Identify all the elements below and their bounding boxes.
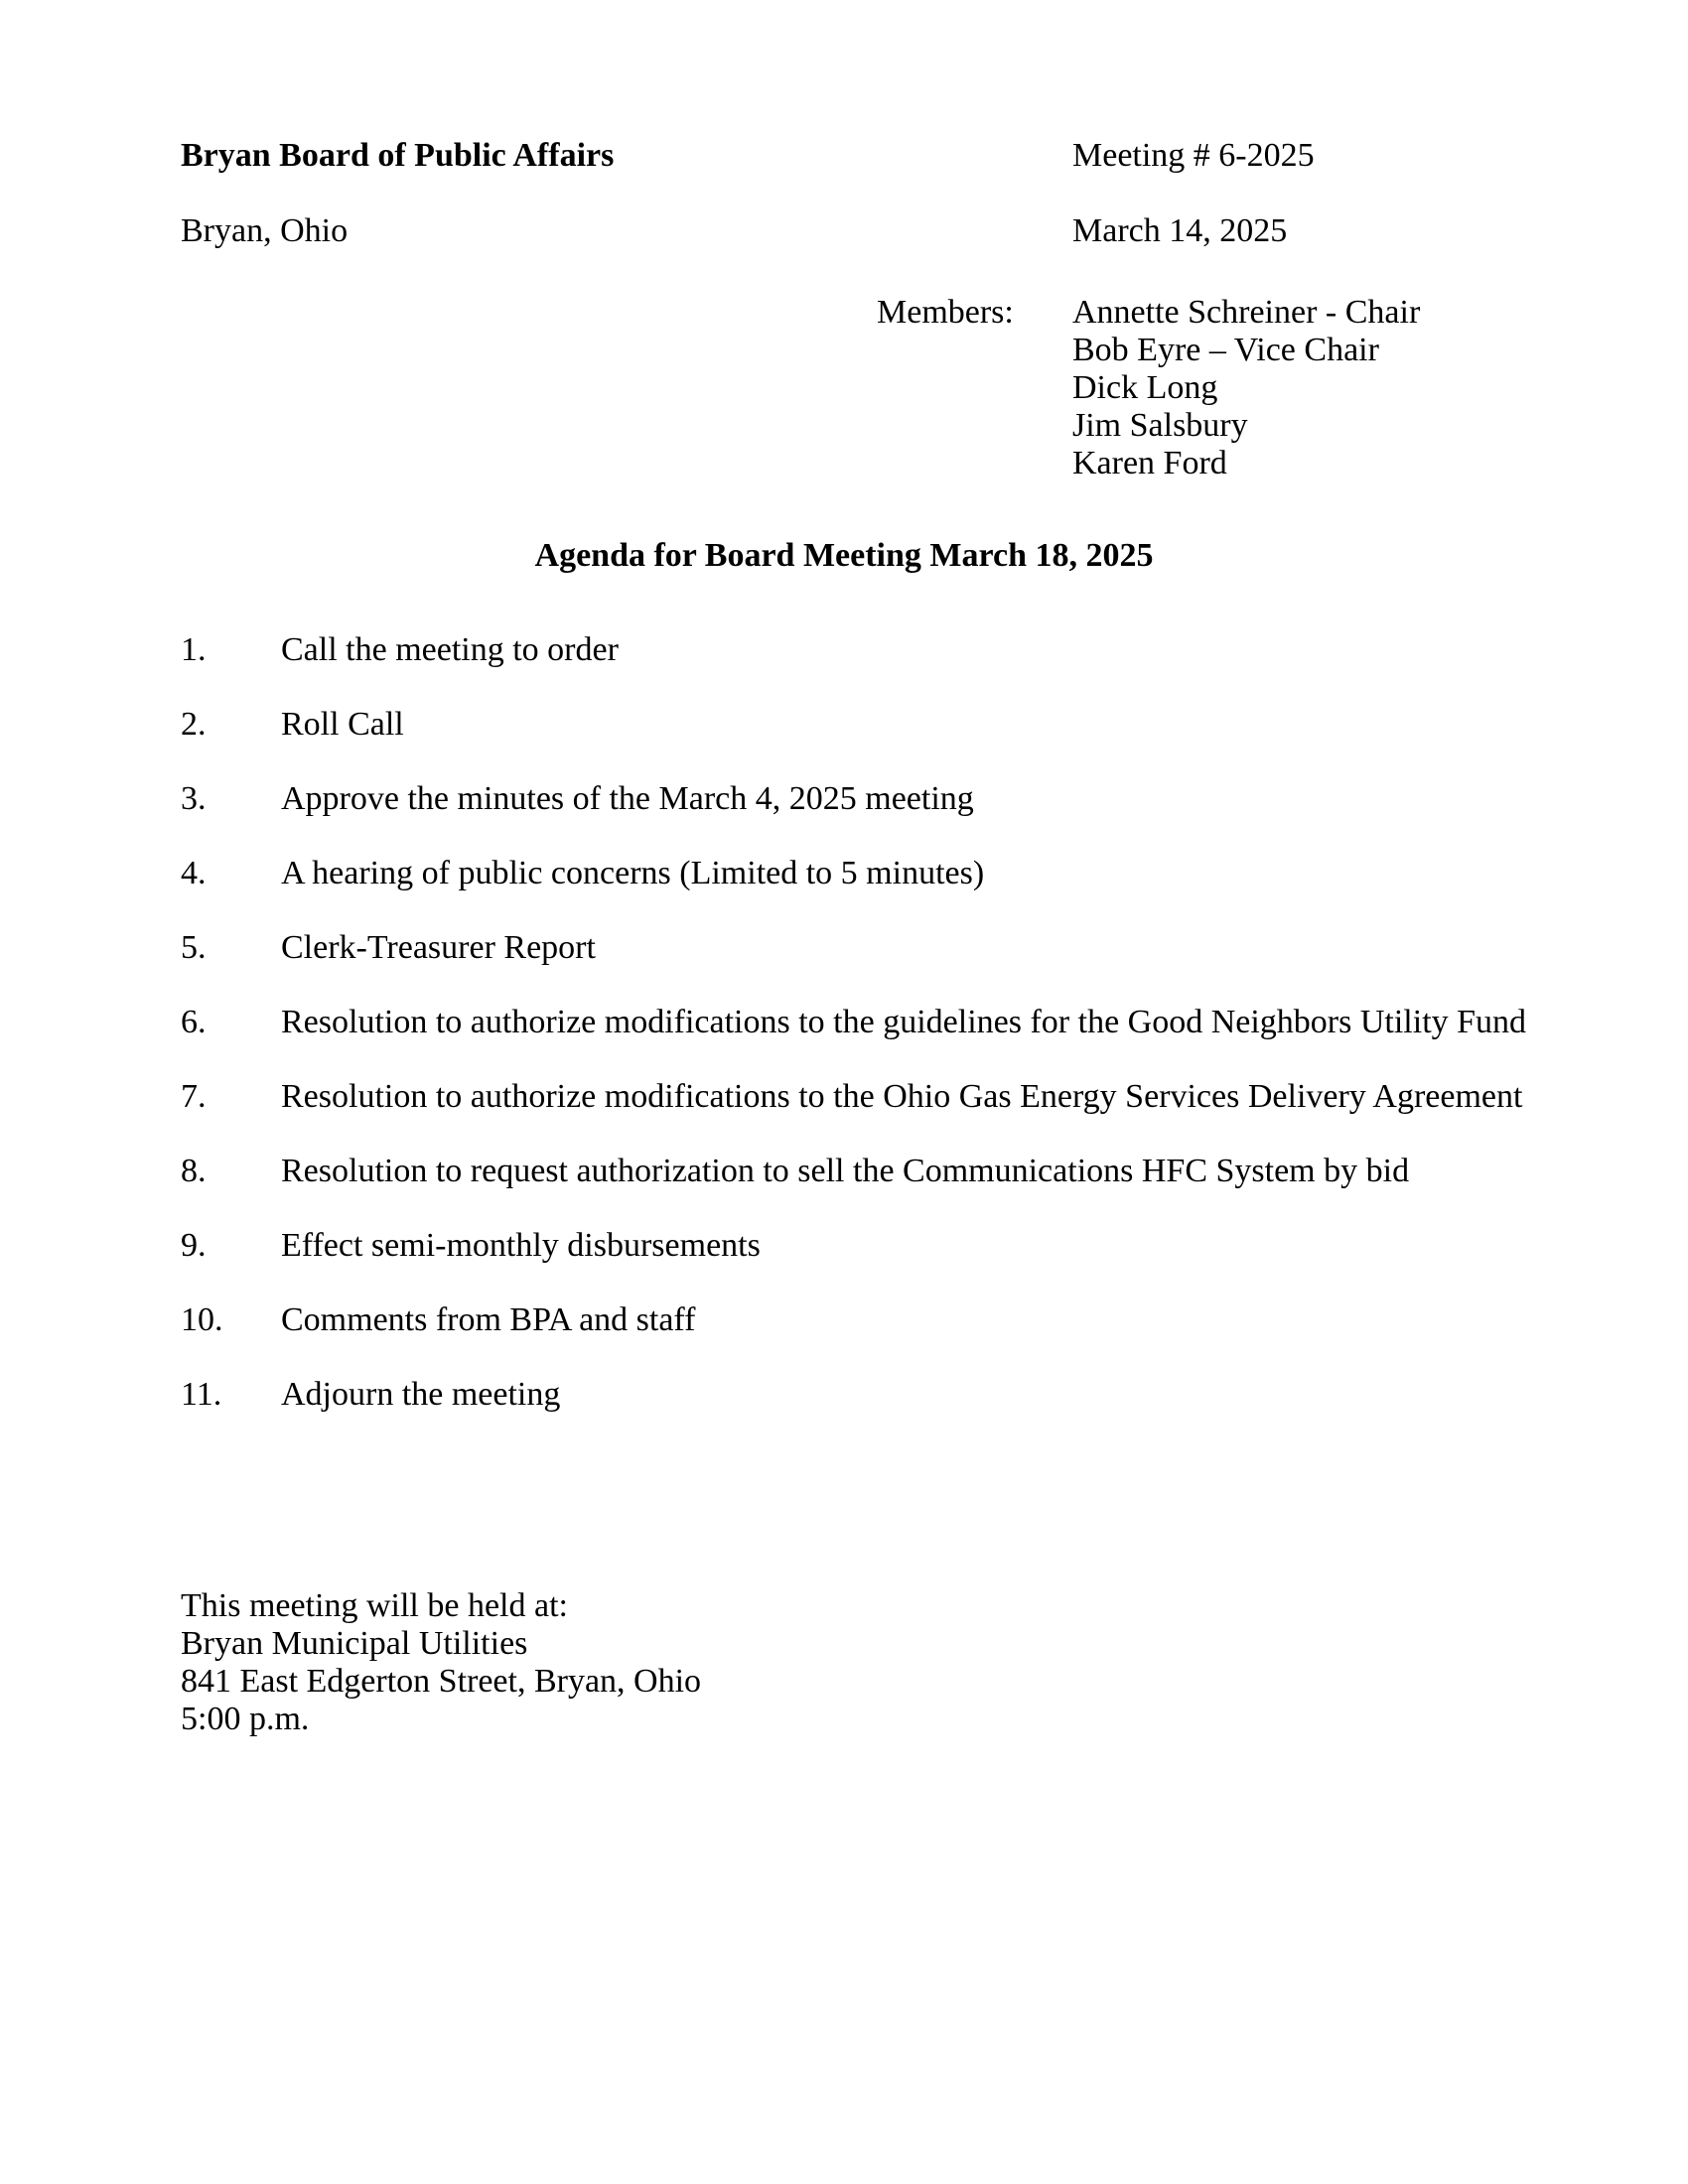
agenda-title: Agenda for Board Meeting March 18, 2025 <box>534 537 1154 574</box>
agenda-item-number: 10. <box>181 1301 223 1338</box>
agenda-item <box>181 929 1551 967</box>
meeting-location-line: This meeting will be held at: <box>181 1587 568 1624</box>
meeting-location-block <box>181 1587 701 1738</box>
agenda-item-number: 2. <box>181 706 207 743</box>
agenda-item <box>181 1078 1551 1116</box>
agenda-item-number: 4. <box>181 855 207 891</box>
members-label: Members: <box>877 294 1014 331</box>
agenda-item-text: Roll Call <box>281 706 404 743</box>
agenda-item-text: Adjourn the meeting <box>281 1376 561 1413</box>
agenda-item-number: 11. <box>181 1376 222 1413</box>
agenda-item <box>181 1004 1551 1041</box>
agenda-item-text: Resolution to authorize modifications to the Ohio Gas Energy Services Delivery Agreement <box>281 1078 1523 1115</box>
agenda-item-number: 8. <box>181 1153 207 1189</box>
agenda-item-text: Approve the minutes of the March 4, 2025 meeting <box>281 780 974 817</box>
agenda-item-number: 7. <box>181 1078 207 1115</box>
agenda-item-text: Call the meeting to order <box>281 631 619 668</box>
agenda-item-number: 1. <box>181 631 207 668</box>
meeting-number: Meeting # 6-2025 <box>1072 137 1315 174</box>
member-name: Dick Long <box>1072 369 1218 406</box>
agenda-item <box>181 855 1551 892</box>
agenda-item-text: Resolution to request authorization to sell the Communications HFC System by bid <box>281 1153 1410 1189</box>
members-list <box>1072 294 1420 482</box>
agenda-item-text: Clerk-Treasurer Report <box>281 929 596 966</box>
meeting-location-line: 841 East Edgerton Street, Bryan, Ohio <box>181 1663 702 1700</box>
agenda-item <box>181 706 1551 744</box>
org-location: Bryan, Ohio <box>181 212 349 249</box>
agenda-item-number: 9. <box>181 1227 207 1264</box>
meeting-location-line: Bryan Municipal Utilities <box>181 1625 528 1662</box>
agenda-list <box>181 631 1551 1450</box>
org-name: Bryan Board of Public Affairs <box>181 137 615 174</box>
agenda-item-text: Resolution to authorize modifications to the guidelines for the Good Neighbors Utility Fund <box>281 1004 1527 1040</box>
member-name: Bob Eyre – Vice Chair <box>1072 332 1379 368</box>
agenda-item <box>181 780 1551 818</box>
meeting-date: March 14, 2025 <box>1072 212 1288 249</box>
member-name: Annette Schreiner - Chair <box>1072 294 1421 331</box>
member-name: Jim Salsbury <box>1072 407 1248 444</box>
agenda-item-text: A hearing of public concerns (Limited to 5 minutes) <box>281 855 985 891</box>
member-name: Karen Ford <box>1072 445 1227 481</box>
agenda-item <box>181 1301 1551 1339</box>
agenda-item <box>181 1153 1551 1190</box>
agenda-item-text: Effect semi-monthly disbursements <box>281 1227 761 1264</box>
agenda-item-number: 6. <box>181 1004 207 1040</box>
agenda-item <box>181 1376 1551 1414</box>
agenda-item <box>181 631 1551 669</box>
agenda-item-text: Comments from BPA and staff <box>281 1301 696 1338</box>
meeting-location-line: 5:00 p.m. <box>181 1701 310 1737</box>
agenda-item-number: 5. <box>181 929 207 966</box>
agenda-item <box>181 1227 1551 1265</box>
agenda-item-number: 3. <box>181 780 207 817</box>
